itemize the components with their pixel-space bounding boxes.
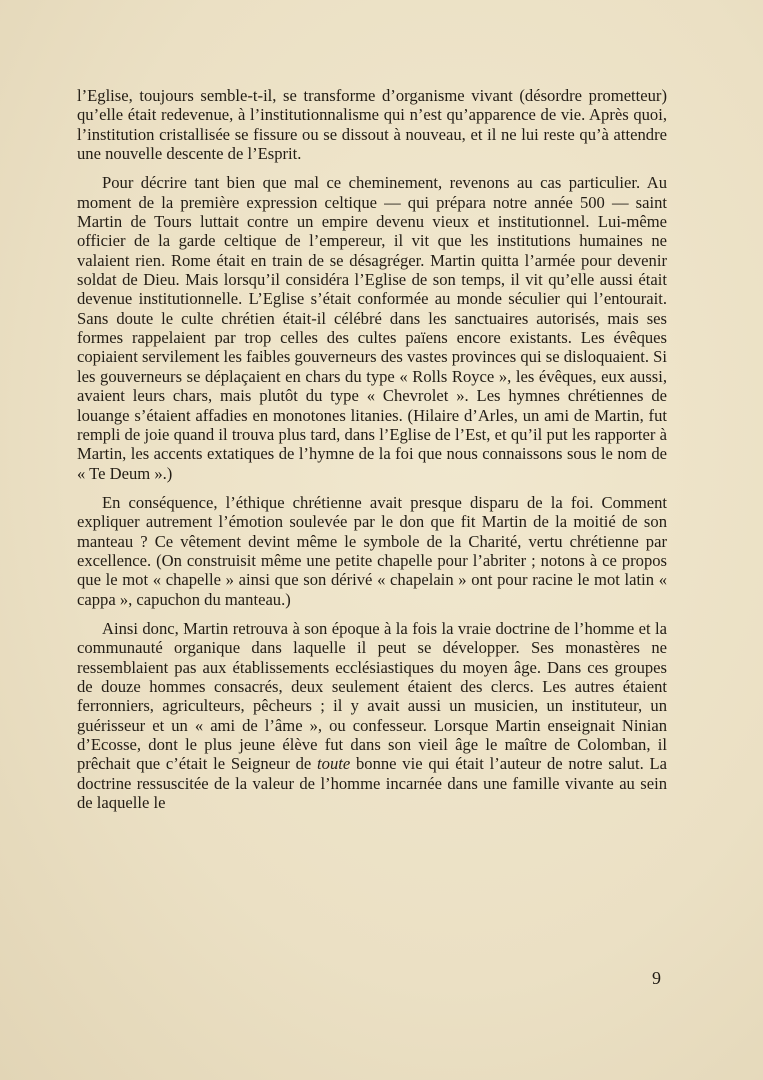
page-number: 9 xyxy=(652,968,661,988)
paragraph-4-text-start: Ainsi donc, Martin retrouva à son époque à la fois la vraie doctrine de l’homme et la communauté organique dans laquelle il peut se développer. Ses monastères ne ressemblaient pas aux établissements ecclésiastiques du moyen âge. Dans ces groupes de douze hommes consacrés, deux seulement étaient des clercs. Les autres étaient ferronniers, agriculteurs, pêcheurs ; il y avait aussi un musicien, un instituteur, un guérisseur et un « ami de l’âme », ou confesseur. Lorsque Martin enseignait Ninian d’Ecosse, dont le plus jeune élève fut dans son vieil âge le maître de Colomban, il prêchait que c’était le Seigneur de xyxy=(77,618,667,774)
page-text xyxy=(77,86,667,822)
paragraph-1: l’Eglise, toujours semble-t-il, se transforme d’organisme vivant (désordre prometteur) qu’elle était redevenue, à l’institutionnalisme qui n’est qu’apparence de vie. Après quoi, l’institution cristallisée se fissure ou se dissout à nouveau, et il ne lui reste qu’à attendre une nouvelle descente de l’Esprit. xyxy=(77,86,667,164)
paragraph-4-italic-word: toute xyxy=(317,754,351,774)
paragraph-4 xyxy=(77,619,667,812)
paragraph-2: Pour décrire tant bien que mal ce cheminement, revenons au cas particulier. Au moment de la première expression celtique — qui prépara notre année 500 — saint Martin de Tours luttait contre un empire devenu vieux et institutionnel. Lui-même officier de la garde celtique de l’empereur, il vit que les institutions humaines ne valaient rien. Rome était en train de se désagréger. Martin quitta l’armée pour devenir soldat de Dieu. Mais lorsqu’il considéra l’Eglise de son temps, il vit qu’elle aussi était devenue institutionnelle. L’Eglise s’était conformée au monde séculier qui l’entourait. Sans doute le culte chrétien était-il célébré dans les sanctuaires autorisés, mais ses formes rappelaient par trop celles des cultes païens encore existants. Les évêques copiaient servilement les faibles gouverneurs des vastes provinces qui se disloquaient. Si les gouverneurs se déplaçaient en chars du type « Rolls Royce », les évêques, eux aussi, avaient leurs chars, mais plutôt du type « Chevrolet ». Les hymnes chrétiennes de louange s’étaient affadies en monotones litanies. (Hilaire d’Arles, un ami de Martin, fut rempli de joie quand il trouva plus tard, dans l’Eglise de l’Est, et qu’il put les rapporter à Martin, les accents extatiques de l’hymne de la foi que nous connaissons sous le nom de « Te Deum ».) xyxy=(77,173,667,483)
paragraph-3: En conséquence, l’éthique chrétienne avait presque disparu de la foi. Comment expliquer autrement l’émotion soulevée par le don que fit Martin de la moitié de son manteau ? Ce vêtement devint même le symbole de la Charité, vertu chrétienne par excellence. (On construisit même une petite chapelle pour l’abriter ; notons à ce propos que le mot « chapelle » ainsi que son dérivé « chapelain » ont pour racine le mot latin « cappa », capuchon du manteau.) xyxy=(77,492,667,609)
paragraph-4-text-end: bonne vie qui était l’auteur de notre salut. La doctrine ressuscitée de la valeur de l’homme incarnée dans une famille vivante au sein de laquelle le xyxy=(77,754,667,813)
